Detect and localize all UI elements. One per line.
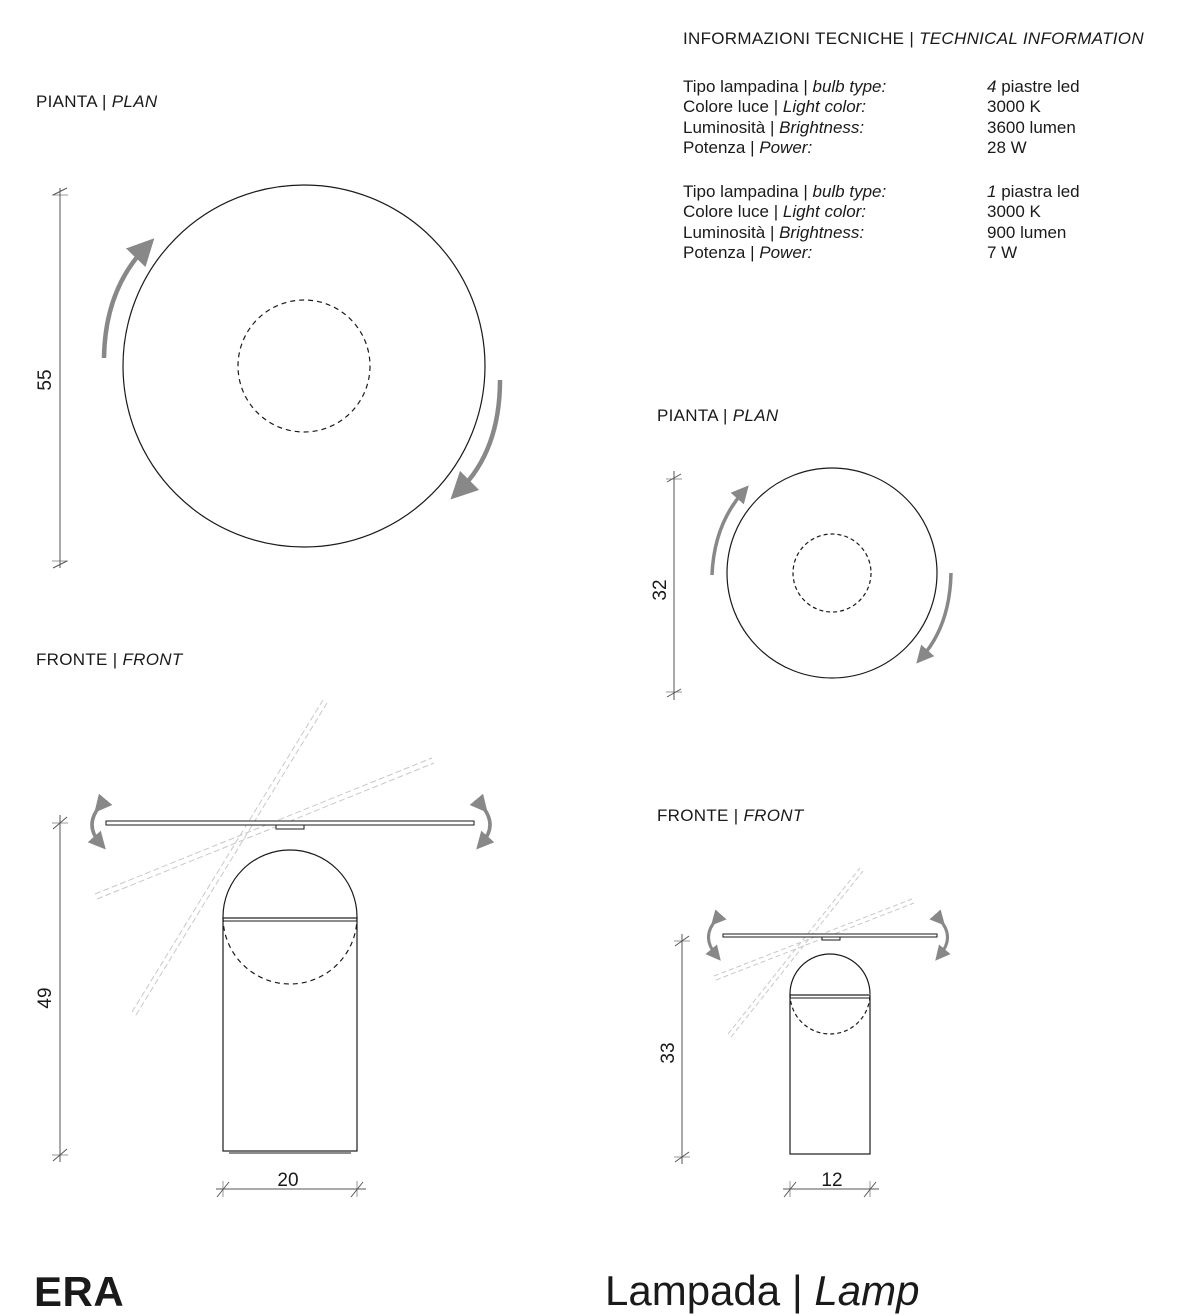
spec-table-small bbox=[683, 182, 1153, 263]
spec-row-power: Potenza | Power: 28 W bbox=[683, 137, 1027, 157]
large-plan-label: PIANTA | PLAN bbox=[36, 92, 158, 111]
shade-connector bbox=[822, 937, 840, 940]
rotate-arrow-icon bbox=[460, 380, 500, 490]
dim-label-55: 55 bbox=[35, 369, 56, 391]
tilt-arrow-icon bbox=[92, 806, 100, 843]
product-type: Lampada | Lamp bbox=[605, 1267, 920, 1314]
dim-label-12: 12 bbox=[821, 1170, 843, 1191]
small-front-label: FRONTE | FRONT bbox=[657, 806, 804, 825]
small-front-view bbox=[658, 868, 948, 1197]
large-front-view bbox=[35, 700, 490, 1197]
spec-row-bulb-type: Tipo lampadina | bulb type: 1 piastra led bbox=[683, 182, 1080, 201]
spec-row-brightness: Luminosità | Brightness: 900 lumen bbox=[683, 222, 1067, 242]
dim-label-20: 20 bbox=[277, 1170, 299, 1191]
small-plan-view bbox=[650, 468, 951, 700]
spec-row-bulb-type: Tipo lampadina | bulb type: 4 piastre led bbox=[683, 77, 1080, 96]
sphere-outline-hidden bbox=[238, 300, 370, 432]
spec-row-light-color: Colore luce | Light color: 3000 K bbox=[683, 97, 1041, 117]
spec-table-large bbox=[683, 77, 1153, 158]
tilt-arrow-icon bbox=[709, 920, 717, 955]
spec-row-power: Potenza | Power: 7 W bbox=[683, 242, 1018, 262]
dim-label-49: 49 bbox=[35, 987, 56, 1009]
tilt-arrow-icon bbox=[940, 920, 948, 955]
shade-connector bbox=[276, 825, 304, 829]
lamp-shade-outline bbox=[727, 468, 937, 678]
spec-row-brightness: Luminosità | Brightness: 3600 lumen bbox=[683, 117, 1076, 137]
lamp-shade-disc bbox=[106, 821, 474, 825]
spec-row-light-color: Colore luce | Light color: 3000 K bbox=[683, 202, 1041, 222]
dim-label-32: 32 bbox=[650, 579, 671, 601]
sphere-outline-hidden bbox=[793, 534, 871, 612]
sphere-outline bbox=[223, 850, 357, 917]
lamp-shade-outline bbox=[123, 185, 485, 547]
sphere-outline-hidden bbox=[790, 994, 870, 1034]
dim-label-33: 33 bbox=[658, 1042, 679, 1064]
product-name: ERA bbox=[34, 1268, 125, 1315]
base-cylinder bbox=[790, 995, 870, 1154]
small-plan-label: PIANTA | PLAN bbox=[657, 406, 779, 425]
sphere-outline-hidden bbox=[223, 917, 357, 984]
tech-info-title: INFORMAZIONI TECNICHE | TECHNICAL INFORMATION bbox=[683, 29, 1144, 48]
tilt-ghost-lines bbox=[714, 868, 914, 1037]
tilt-arrow-icon bbox=[482, 806, 490, 843]
base-cylinder bbox=[223, 918, 357, 1151]
large-plan-view bbox=[35, 185, 500, 568]
sphere-outline bbox=[790, 954, 870, 994]
large-front-label: FRONTE | FRONT bbox=[36, 650, 183, 669]
